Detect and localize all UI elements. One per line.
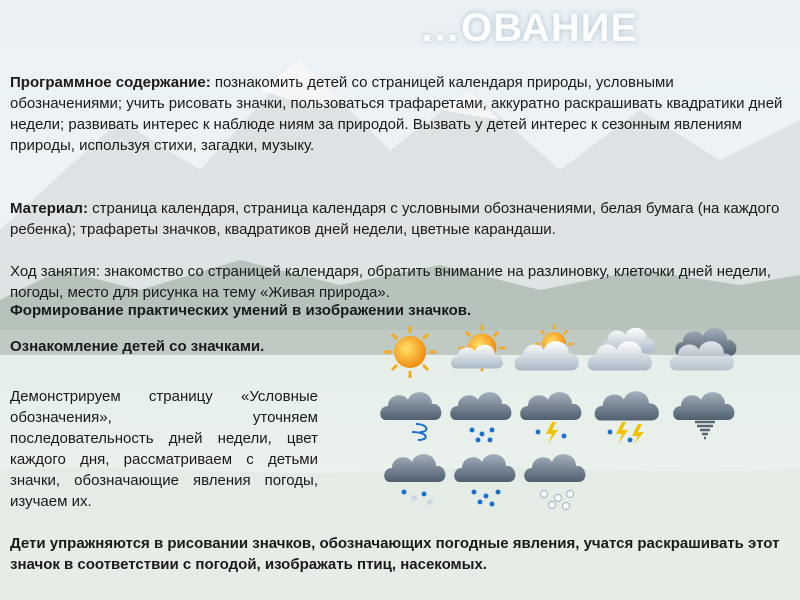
material-paragraph	[10, 198, 785, 240]
demonstration-paragraph: Демонстрируем страницу «Условные обозначения», уточняем последовательность дней недели, цвет каждого дня, рассматриваем с детьми значки, обозначающие явления погоды, изучаем их.	[10, 388, 318, 510]
material-text: страница календаря, страница календаря с условными обозначениями, белая бумага (на каждого ребенка); трафареты значков, квадратиков дней недели, цветные карандаши.	[10, 200, 780, 238]
material-label: Материал:	[10, 200, 88, 217]
lesson-course-paragraph: Ход занятия: знакомство со страницей календаря, обратить внимание на разлиновку, клеточки дней недели, погоды, место для рисунка на тему «Живая природа».	[10, 263, 771, 301]
program-content-paragraph	[10, 72, 785, 156]
page-title: …ОВАНИЕ	[420, 6, 639, 50]
program-content-label: Программное содержание:	[10, 74, 211, 91]
icons-intro-heading: Ознакомление детей со значками.	[10, 338, 265, 355]
skills-formation-heading: Формирование практических умений в изображении значков.	[10, 302, 472, 319]
exercise-summary-paragraph: Дети упражняются в рисовании значков, обозначающих погодные явления, учатся раскрашивать этот значок в соответствии с погодой, изображать птиц, насекомых.	[10, 535, 780, 573]
program-content-text: познакомить детей со страницей календаря природы, условными обозначениями; учить рисовать значки, пользоваться трафаретами, аккуратно раскрашивать квадратики дней недели; развивать интерес к наблюде ниям за природой. Вызвать у детей интерес к сезонным явлениям природы, используя стихи, загадки, музыку.	[10, 74, 783, 154]
